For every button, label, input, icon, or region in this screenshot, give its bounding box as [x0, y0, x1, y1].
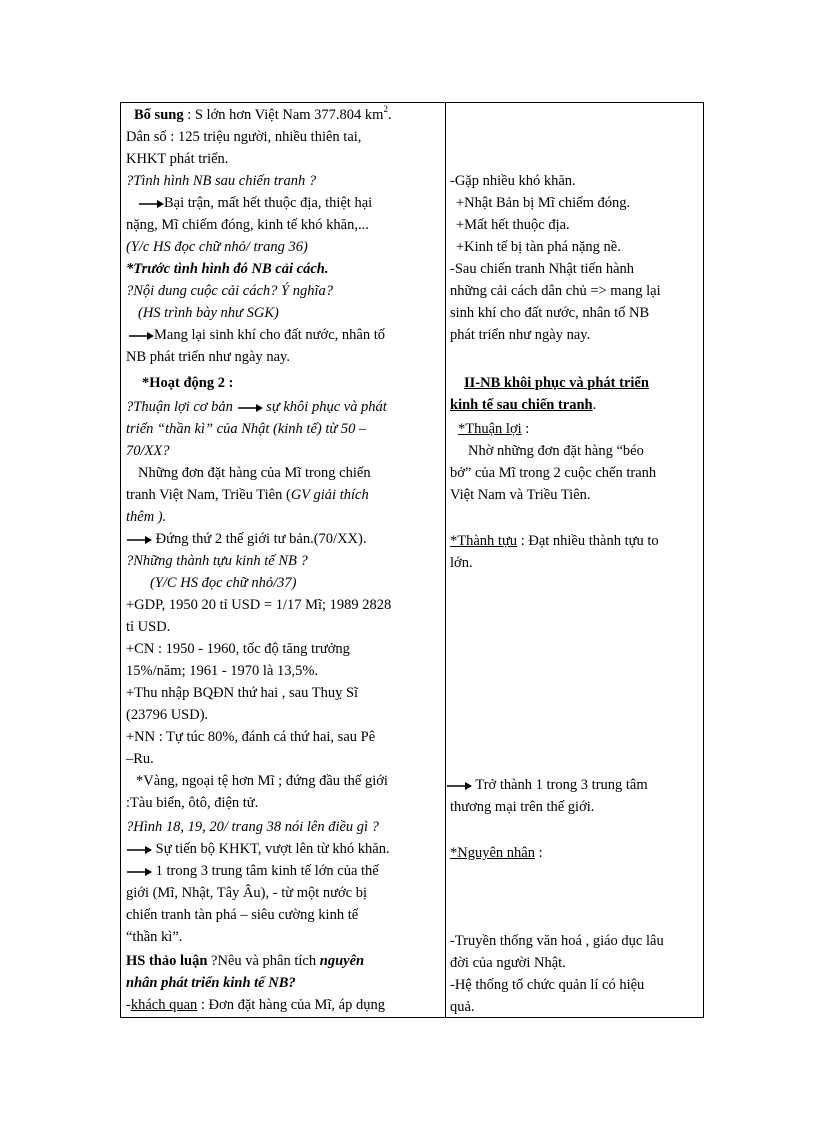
arrow-right-icon	[126, 844, 152, 856]
left-line-20: Đứng thứ 2 thế giới tư bản.(70/XX).	[126, 528, 366, 550]
left-line-3: KHKT phát triển.	[126, 151, 229, 167]
left-line-18: tranh Việt Nam, Triều Tiên (GV giải thích	[126, 487, 369, 503]
right-line-16: lớn.	[450, 555, 473, 571]
right-line-17: Trở thành 1 trong 3 trung tâm	[446, 774, 648, 796]
left-line-11: Mang lại sinh khí cho đất nước, nhân tố	[128, 324, 385, 346]
left-line-30: –Ru.	[126, 751, 154, 767]
left-line-13: *Hoạt động 2 :	[142, 375, 234, 391]
right-line-22: -Hệ thống tổ chức quản lí có hiệu	[450, 977, 645, 993]
right-line-6: những cải cách dân chủ => mang lại	[450, 283, 661, 299]
left-line-6: nặng, Mĩ chiếm đóng, kinh tế khó khăn,...	[126, 217, 369, 233]
left-line-5: Bại trận, mất hết thuộc địa, thiệt hại	[138, 192, 372, 214]
left-line-31: *Vàng, ngoại tệ hơn Mĩ ; đứng đầu thế giới	[136, 773, 388, 789]
left-line-37: chiến tranh tàn phá – siêu cường kinh tế	[126, 907, 359, 923]
left-line-28: (23796 USD).	[126, 707, 209, 723]
right-line-14: Việt Nam và Triều Tiên.	[450, 487, 591, 503]
arrow-right-icon	[126, 866, 152, 878]
right-line-3: +Mất hết thuộc địa.	[456, 217, 570, 233]
right-line-2: +Nhật Bản bị Mĩ chiếm đóng.	[456, 195, 631, 211]
right-line-10: kinh tế sau chiến tranh.	[450, 397, 597, 413]
left-line-33: ?Hình 18, 19, 20/ trang 38 nói lên điều gì ?	[126, 819, 379, 835]
left-line-10: (HS trình bày như SGK)	[138, 305, 279, 321]
right-line-21: đời của người Nhật.	[450, 955, 566, 971]
left-line-35: 1 trong 3 trung tâm kinh tế lớn của thế	[126, 860, 379, 882]
left-line-41: -khách quan : Đơn đặt hàng của Mĩ, áp dụng	[126, 997, 385, 1013]
left-line-39: HS thảo luận ?Nêu và phân tích nguyên	[126, 953, 365, 969]
left-line-29: +NN : Tự túc 80%, đánh cá thứ hai, sau Pê	[126, 729, 376, 745]
right-line-12: Nhờ những đơn đặt hàng “béo	[468, 443, 644, 459]
left-line-17: Những đơn đặt hàng của Mĩ trong chiến	[138, 465, 371, 481]
right-line-13: bở” của Mĩ trong 2 cuộc chến tranh	[450, 465, 657, 481]
left-line-25: +CN : 1950 - 1960, tốc độ tăng trưởng	[126, 641, 350, 657]
right-line-9: II-NB khôi phục và phát triển	[464, 375, 649, 391]
left-line-16: 70/XX?	[126, 443, 170, 459]
left-line-12: NB phát triển như ngày nay.	[126, 349, 290, 365]
left-line-2: Dân số : 125 triệu người, nhiều thiên tai,	[126, 129, 362, 145]
arrow-right-icon	[138, 198, 164, 210]
left-line-14: ?Thuận lợi cơ bản sự khôi phục và phát	[126, 399, 387, 415]
left-line-8: *Trước tình hình đó NB cải cách.	[126, 261, 329, 277]
left-line-23: +GDP, 1950 20 tỉ USD = 1/17 Mĩ; 1989 2828	[126, 597, 392, 613]
right-line-23: quả.	[450, 999, 475, 1015]
arrow-right-icon	[237, 402, 263, 414]
right-line-18: thương mại trên thế giới.	[450, 799, 595, 815]
right-line-7: sinh khí cho đất nước, nhân tố NB	[450, 305, 650, 321]
column-divider	[445, 102, 446, 1018]
left-line-36: giới (Mĩ, Nhật, Tây Âu), - từ một nước bị	[126, 885, 368, 901]
left-line-9: ?Nội dung cuộc cải cách? Ý nghĩa?	[126, 283, 334, 299]
left-line-40: nhân phát triển kinh tế NB?	[126, 975, 296, 991]
left-line-7: (Y/c HS đọc chữ nhỏ/ trang 36)	[126, 239, 308, 255]
right-line-8: phát triển như ngày nay.	[450, 327, 591, 343]
left-line-32: :Tàu biển, ôtô, điện tử.	[126, 795, 259, 811]
left-line-21: ?Những thành tựu kinh tế NB ?	[126, 553, 308, 569]
left-line-27: +Thu nhập BQĐN thứ hai , sau Thuỵ Sĩ	[126, 685, 359, 701]
left-line-26: 15%/năm; 1961 - 1970 là 13,5%.	[126, 663, 319, 679]
left-line-1: Bổ sung : S lớn hơn Việt Nam 377.804 $km^2$.	[134, 104, 392, 123]
arrow-right-icon	[128, 330, 154, 342]
right-line-1: -Gặp nhiều khó khăn.	[450, 173, 576, 189]
right-line-11: *Thuận lợi :	[458, 421, 530, 437]
left-line-38: “thần kì”.	[126, 929, 183, 945]
right-line-15: *Thành tựu : Đạt nhiều thành tựu to	[450, 533, 659, 549]
left-line-15: triển “thần kì” của Nhật (kinh tế) từ 50 –	[126, 421, 367, 437]
left-line-24: tỉ USD.	[126, 619, 171, 635]
arrow-right-icon	[126, 534, 152, 546]
left-line-34: Sự tiến bộ KHKT, vượt lên từ khó khăn.	[126, 838, 390, 860]
right-line-5: -Sau chiến tranh Nhật tiến hành	[450, 261, 635, 277]
right-line-4: +Kinh tế bị tàn phá nặng nề.	[456, 239, 621, 255]
left-line-22: (Y/C HS đọc chữ nhỏ/37)	[150, 575, 297, 591]
right-line-20: -Truyền thống văn hoá , giáo dục lâu	[450, 933, 664, 949]
left-line-4: ?Tình hình NB sau chiến tranh ?	[126, 173, 317, 189]
right-line-19: *Nguyên nhân :	[450, 845, 543, 861]
left-line-19: thêm ).	[126, 509, 167, 525]
arrow-right-icon	[446, 780, 472, 792]
